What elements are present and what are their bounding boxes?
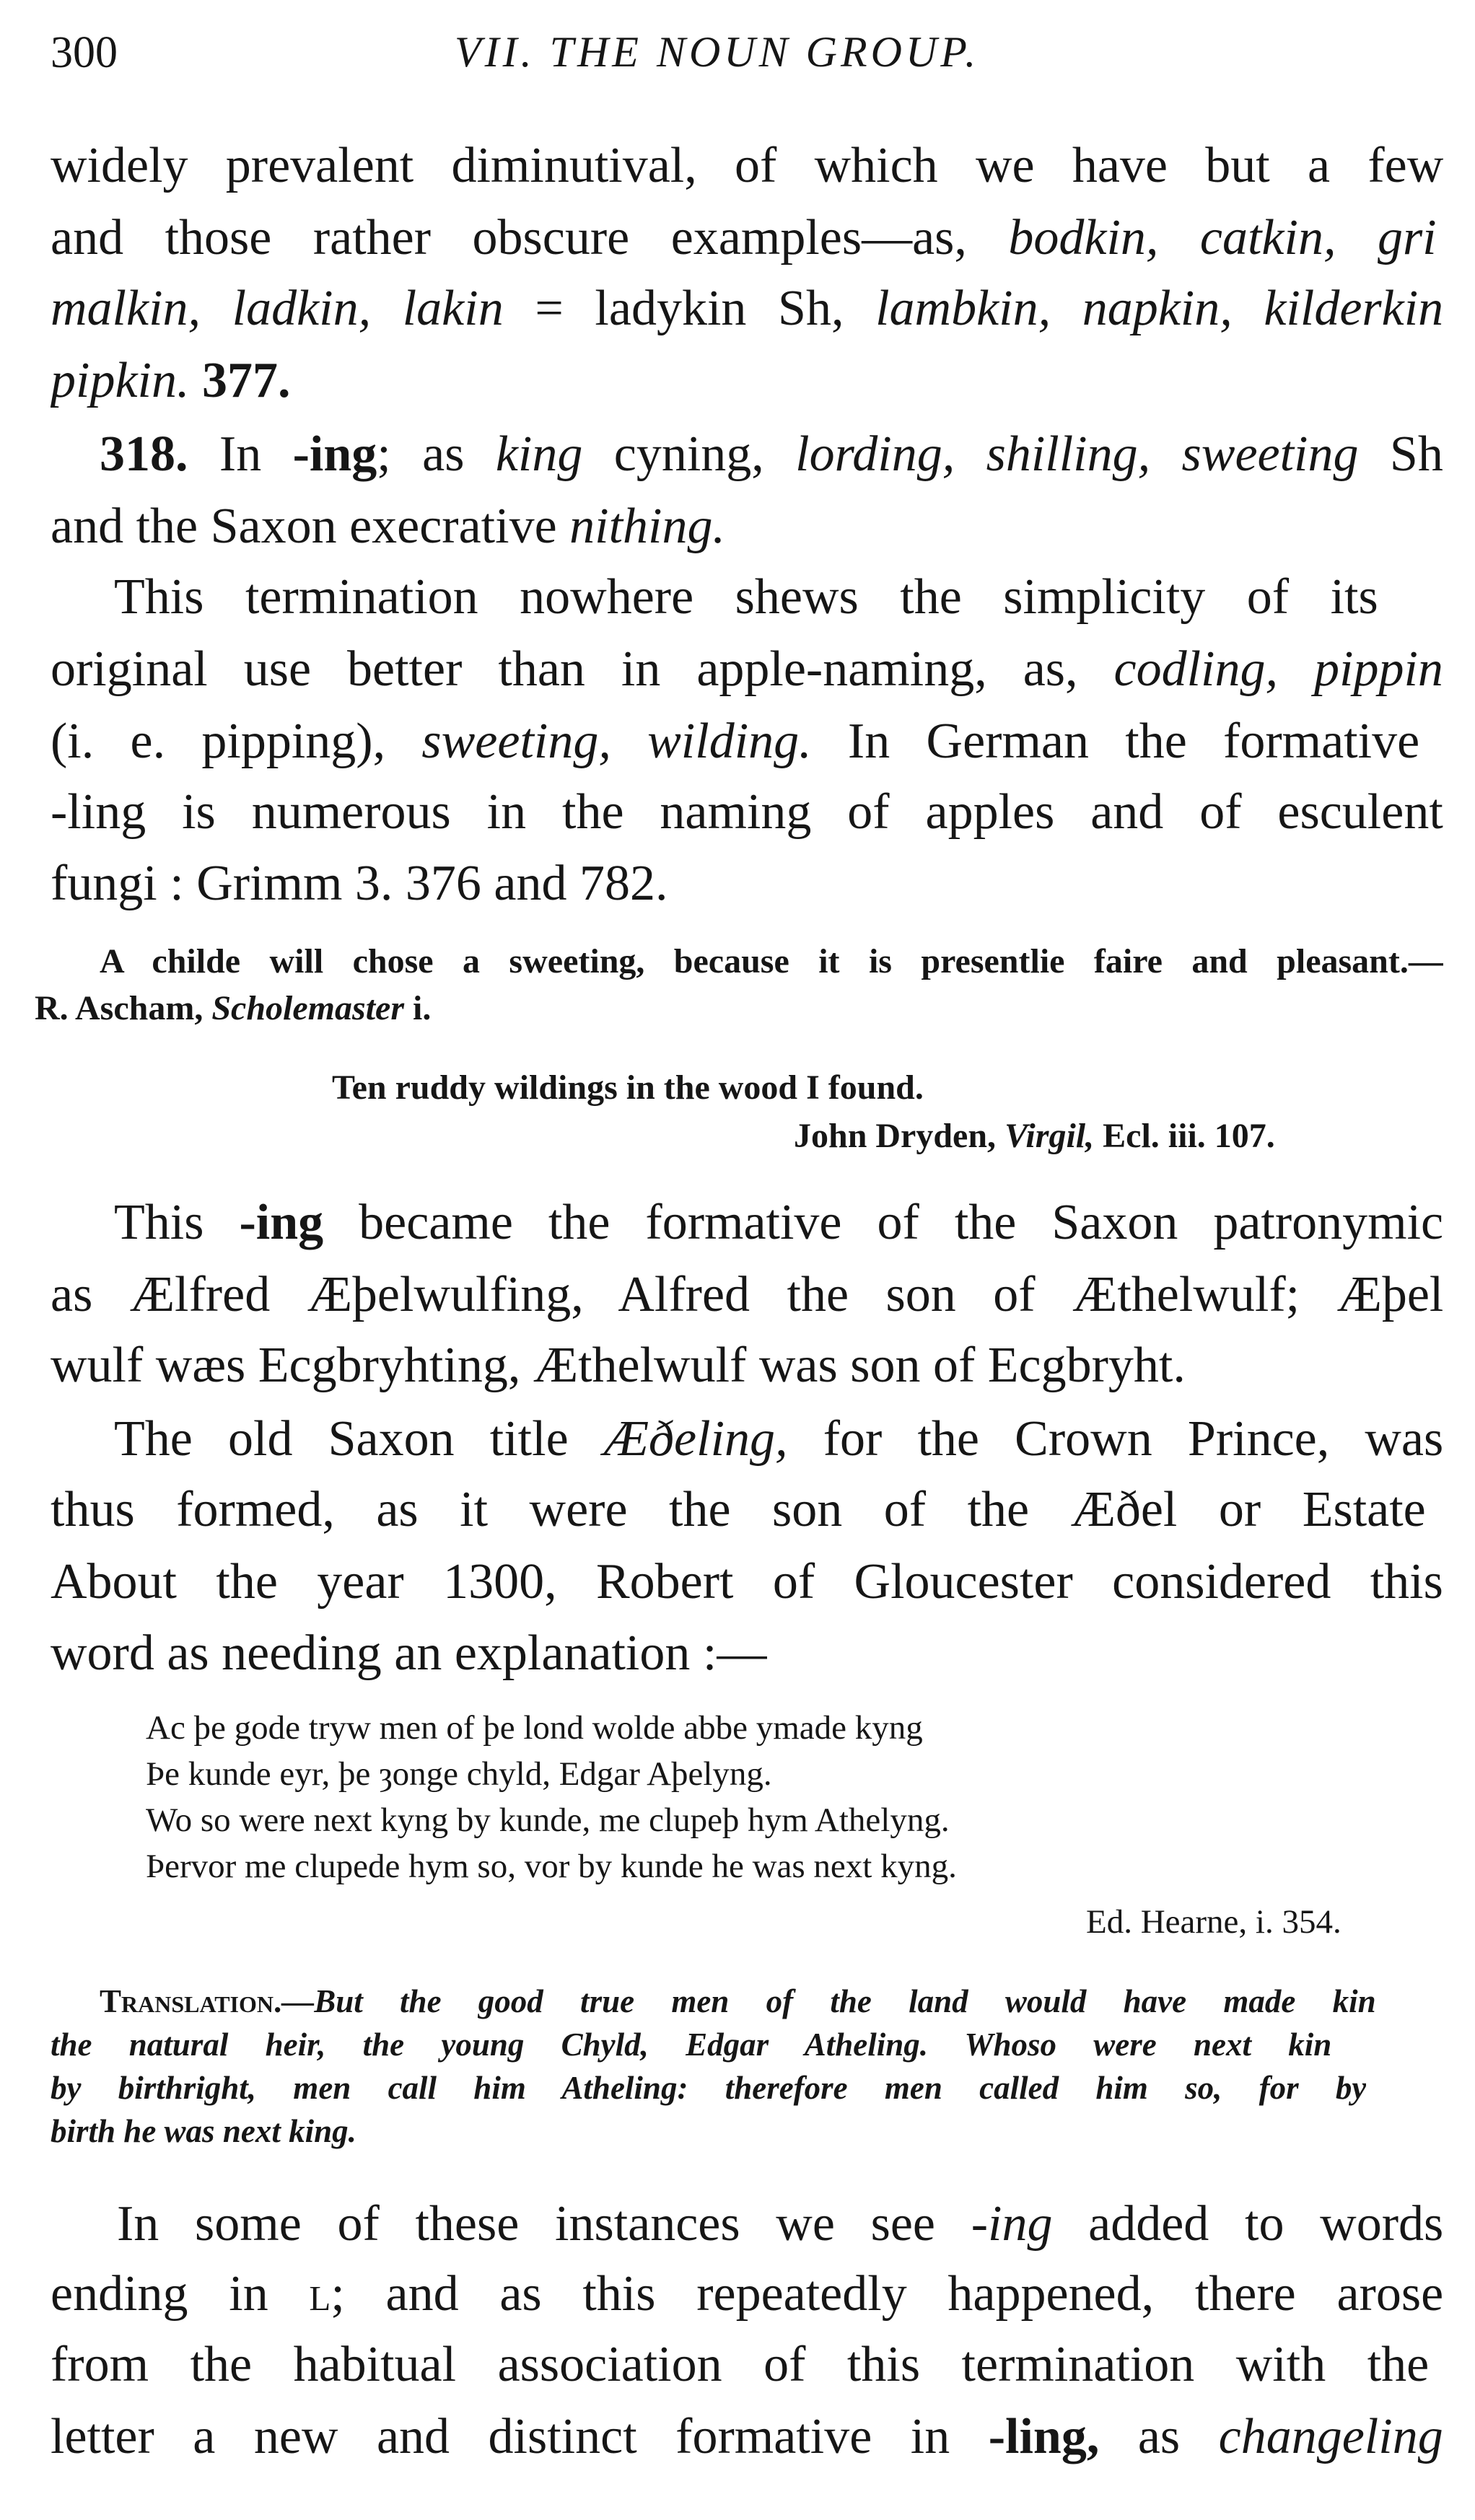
text-run: birth he was next king. bbox=[51, 2113, 356, 2149]
text-line bbox=[51, 2408, 1443, 2466]
text-line bbox=[51, 1553, 1443, 1611]
text-run: (i. e. pipping), bbox=[51, 714, 422, 769]
page-header bbox=[0, 27, 1475, 85]
text-line bbox=[794, 1116, 1275, 1156]
text-run: added to words bbox=[1052, 2196, 1443, 2252]
text-run: lambkin, napkin, kilderkin bbox=[875, 281, 1443, 336]
text-run: Wo so were next kyng by kunde, me clupeþ hym Athelyng. bbox=[146, 1801, 950, 1839]
text-run: About the year 1300, Robert of Gloucester considered this bbox=[51, 1554, 1443, 1610]
text-line bbox=[146, 1755, 772, 1794]
page-number: 300 bbox=[51, 28, 118, 77]
text-run: —But the good true men of the land would have made kin bbox=[281, 1983, 1376, 2019]
text-run: the natural heir, the young Chyld, Edgar Atheling. Whoso were next kin bbox=[51, 2027, 1332, 2063]
text-run: ; as bbox=[377, 426, 496, 482]
text-run: This bbox=[114, 1195, 240, 1250]
text-run: = ladykin Sh, bbox=[503, 281, 876, 336]
text-run: original use better than in apple-naming, as, bbox=[51, 641, 1114, 697]
text-run: Þe kunde eyr, þe ȝonge chyld, Edgar Aþelyng. bbox=[146, 1755, 772, 1793]
text-line bbox=[51, 137, 1443, 195]
text-run: changeling bbox=[1218, 2409, 1443, 2464]
text-run: cyning, bbox=[582, 426, 796, 482]
text-line bbox=[51, 209, 1437, 267]
text-line bbox=[114, 1410, 1443, 1468]
text-run: -ing bbox=[239, 1195, 324, 1250]
text-run: A childe will chose a sweeting, because it is presentlie faire and pleasant.— bbox=[100, 942, 1443, 980]
text-run: by birthright, men call him Atheling: therefore men called him so, for by bbox=[51, 2070, 1367, 2106]
text-run: l bbox=[309, 2266, 331, 2322]
text-run: codling, pippin bbox=[1113, 641, 1443, 697]
text-run: and those rather obscure examples—as, bbox=[51, 210, 1009, 265]
text-run: Ecl. iii. 107. bbox=[1094, 1117, 1275, 1155]
text-line bbox=[117, 2195, 1443, 2253]
text-run: R. Ascham, bbox=[35, 989, 212, 1027]
text-line bbox=[100, 426, 1443, 483]
text-line bbox=[146, 1708, 923, 1747]
text-line bbox=[332, 1068, 924, 1107]
text-line bbox=[114, 1194, 1443, 1252]
text-line bbox=[146, 1847, 957, 1886]
text-run: Ten ruddy wildings in the wood I found. bbox=[332, 1068, 924, 1107]
text-run: letter a new and distinct formative in bbox=[51, 2409, 989, 2464]
text-run: malkin, ladkin, lakin bbox=[51, 281, 504, 336]
text-run: from the habitual association of this termination with the bbox=[51, 2337, 1430, 2392]
text-run: In bbox=[188, 426, 293, 482]
text-run: widely prevalent diminutival, of which we have but a few bbox=[51, 138, 1443, 193]
text-line bbox=[51, 855, 668, 913]
text-line bbox=[100, 941, 1443, 981]
text-run: and the Saxon execrative bbox=[51, 499, 570, 554]
text-line bbox=[114, 568, 1378, 626]
text-line bbox=[51, 498, 725, 556]
text-line bbox=[51, 2336, 1429, 2394]
text-line bbox=[51, 1266, 1443, 1324]
text-run: -ling, bbox=[988, 2409, 1100, 2464]
text-line bbox=[51, 641, 1443, 698]
text-run: Ed. Hearne, i. 354. bbox=[1086, 1903, 1341, 1941]
text-run: 377. bbox=[189, 353, 291, 408]
text-run: -ling is numerous in the naming of apples and of esculent bbox=[51, 784, 1443, 840]
text-run: lording, shilling, sweeting bbox=[795, 426, 1359, 482]
text-run: Þervor me clupede hym so, vor by kunde he was next kyng. bbox=[146, 1848, 957, 1885]
text-run: sweeting, wilding. bbox=[421, 714, 812, 769]
text-run: -ing bbox=[971, 2196, 1053, 2252]
text-run: as Ælfred Æþelwulfing, Alfred the son of Æthelwulf; Æþel bbox=[51, 1267, 1443, 1322]
text-run: Sh bbox=[1358, 426, 1443, 482]
text-run: king bbox=[495, 426, 583, 482]
text-line bbox=[51, 783, 1443, 841]
text-line bbox=[51, 1481, 1426, 1539]
text-line bbox=[1086, 1902, 1341, 1941]
text-run: The old Saxon title bbox=[114, 1411, 604, 1467]
text-line bbox=[100, 1983, 1376, 2020]
text-run: Scholemaster bbox=[211, 989, 405, 1027]
text-line bbox=[51, 1337, 1186, 1395]
text-run: 318. bbox=[100, 426, 188, 482]
text-run: Ac þe gode tryw men of þe lond wolde abbe ymade kyng bbox=[146, 1709, 923, 1747]
text-run: fungi : Grimm 3. 376 and 782. bbox=[51, 856, 668, 911]
text-run: Translation. bbox=[100, 1983, 282, 2019]
text-line bbox=[51, 1625, 767, 1682]
text-run: Æðeling, bbox=[603, 1411, 788, 1467]
text-run: wulf wæs Ecgbryhting, Æthelwulf was son of Ecgbryht. bbox=[51, 1338, 1186, 1393]
text-line bbox=[51, 713, 1419, 771]
text-line bbox=[146, 1801, 950, 1840]
text-line bbox=[51, 2026, 1331, 2063]
text-line bbox=[51, 2112, 356, 2150]
text-run: -ing bbox=[292, 426, 377, 482]
text-run: This termination nowhere shews the simplicity of its bbox=[114, 569, 1378, 625]
text-run: became the formative of the Saxon patronymic bbox=[323, 1195, 1443, 1250]
running-head: VII. THE NOUN GROUP. bbox=[455, 28, 980, 76]
text-run: i. bbox=[404, 989, 432, 1027]
text-run: John Dryden, bbox=[794, 1117, 1005, 1155]
text-run: bodkin, catkin, gri bbox=[1008, 210, 1437, 265]
text-run: as bbox=[1099, 2409, 1219, 2464]
text-run: for the Crown Prince, was bbox=[787, 1411, 1443, 1467]
text-run: Virgil, bbox=[1005, 1117, 1095, 1155]
text-line bbox=[51, 2069, 1366, 2107]
text-run: thus formed, as it were the son of the Æðel or Estate bbox=[51, 1482, 1426, 1537]
text-line bbox=[51, 280, 1443, 338]
text-run: nithing. bbox=[569, 499, 725, 554]
text-line bbox=[51, 352, 290, 410]
text-run: pipkin. bbox=[51, 353, 190, 408]
text-line bbox=[51, 2265, 1443, 2323]
text-run: In some of these instances we see bbox=[117, 2196, 971, 2252]
text-run: word as needing an explanation :— bbox=[51, 1625, 768, 1681]
text-run: In German the formative bbox=[811, 714, 1420, 769]
text-line bbox=[35, 988, 431, 1028]
text-run: ; and as this repeatedly happened, there arose bbox=[331, 2266, 1443, 2322]
text-run: ending in bbox=[51, 2266, 310, 2322]
